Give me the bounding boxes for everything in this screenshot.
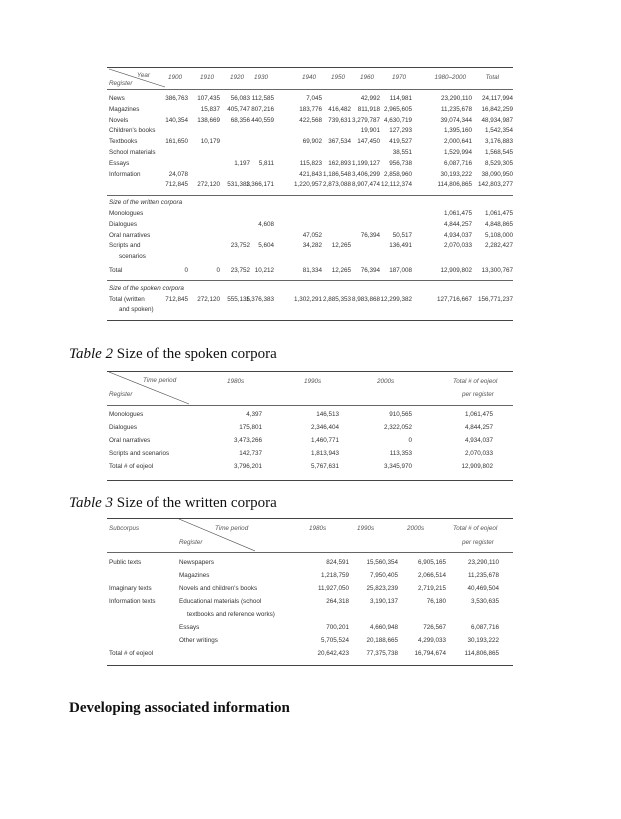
table-cell: 910,565	[389, 411, 412, 418]
table-cell: 405,747	[227, 105, 250, 113]
table-cell: 3,796,201	[233, 463, 262, 470]
table-cell: 2,858,960	[383, 170, 412, 178]
row-label: Magazines	[109, 105, 140, 113]
table-rule-header	[107, 552, 513, 553]
column-header: 1990s	[357, 525, 375, 532]
table-cell: 712,845	[165, 181, 188, 189]
table-cell: 114,806,865	[464, 650, 499, 657]
table-cell: 3,406,299	[351, 170, 380, 178]
table-cell: 23,752	[230, 267, 250, 274]
table-cell: 24,117,994	[481, 95, 513, 102]
table-cell: 127,716,667	[436, 295, 472, 303]
table-cell: 8,529,305	[484, 159, 513, 167]
year-header: 1940	[301, 74, 316, 81]
table-cell: 1,529,994	[443, 149, 472, 156]
table-cell: 2,965,605	[383, 105, 412, 113]
table-cell: 824,591	[326, 559, 349, 566]
table-cell: 1,061,475	[443, 210, 472, 217]
table-cell: 531,383	[227, 181, 250, 189]
table-cell: 1,542,354	[484, 127, 513, 135]
table-cell: 161,650	[165, 138, 188, 146]
table-cell: 114,806,865	[437, 181, 472, 189]
table-cell: 23,752	[230, 242, 250, 250]
table-cell: 12,112,374	[380, 181, 412, 189]
table-cell: 48,934,987	[481, 116, 513, 124]
table-cell: 175,801	[239, 424, 262, 431]
table-cell: 162,893	[328, 159, 351, 167]
row-register: textbooks and reference works)	[187, 611, 275, 618]
table-cell: 1,376,383	[245, 295, 274, 303]
table-cell: 10,179	[200, 138, 220, 146]
table-rule-header	[107, 405, 513, 406]
table-cell: 12,909,802	[440, 267, 472, 274]
row-register: Newspapers	[179, 559, 214, 566]
row-label: Dialogues	[109, 424, 138, 431]
table-cell: 3,530,635	[470, 598, 499, 605]
year-header: Total	[485, 74, 499, 81]
header-register: Register	[179, 539, 203, 546]
column-header: 2000s	[377, 378, 395, 385]
table-cell: 68,356	[230, 116, 250, 124]
row-register: Magazines	[179, 572, 210, 579]
year-header: 1950	[330, 74, 345, 81]
table-rule	[107, 195, 513, 196]
row-label: News	[109, 95, 125, 102]
table-cell: 2,070,033	[443, 242, 472, 250]
header-diagonal	[177, 518, 337, 552]
column-header: 1980s	[227, 378, 245, 385]
table-cell: 47,052	[302, 231, 322, 239]
table-cell: 421,843	[299, 170, 322, 178]
table-cell: 1,813,943	[310, 450, 339, 457]
table-cell: 416,482	[328, 105, 351, 113]
table-cell: 2,322,052	[383, 424, 412, 431]
table-cell: 187,008	[389, 267, 412, 274]
table-cell: 272,120	[197, 181, 220, 189]
table-cell: 712,845	[165, 295, 188, 303]
column-header: per register	[462, 539, 494, 546]
header-year: Year	[137, 72, 150, 79]
table-cell: 146,513	[316, 411, 339, 418]
table-cell: 12,299,382	[380, 295, 412, 303]
caption-label: Table 2	[69, 346, 114, 362]
table-cell: 386,763	[165, 95, 188, 102]
year-header: 1960	[359, 74, 374, 81]
caption-label: Table 3	[69, 495, 114, 511]
table-cell: 12,265	[331, 267, 351, 274]
table-cell: 50,517	[392, 231, 412, 239]
table-cell: 30,193,222	[440, 170, 472, 178]
table-cell: 1,568,545	[484, 149, 513, 156]
table-cell: 6,087,716	[470, 624, 499, 631]
header-period: Time period	[215, 525, 249, 532]
table-cell: 2,885,353	[322, 295, 351, 303]
table-cell: 4,397	[246, 411, 262, 418]
table-cell: 3,279,787	[351, 116, 380, 124]
table-cell: 272,120	[197, 295, 220, 303]
table-cell: 183,776	[299, 105, 322, 113]
table-cell: 5,108,000	[484, 231, 513, 239]
row-label: Textbooks	[109, 138, 138, 146]
year-header: 1980–2000	[434, 74, 466, 81]
column-header: Total # of eojeol	[453, 378, 498, 385]
table-rule-top	[107, 67, 513, 68]
table-cell: 422,568	[299, 116, 322, 124]
table-cell: 16,842,259	[481, 105, 513, 113]
table-cell: 76,180	[426, 598, 446, 605]
table-cell: 264,318	[326, 598, 349, 605]
row-label: Scripts and	[109, 242, 141, 250]
column-header: 1990s	[304, 378, 322, 385]
table-cell: 39,074,344	[440, 116, 472, 124]
table-cell: 5,811	[258, 159, 274, 167]
table-cell: 4,299,033	[417, 637, 446, 644]
column-header: 2000s	[407, 525, 425, 532]
table-cell: 419,527	[389, 138, 412, 146]
header-period: Time period	[143, 377, 177, 384]
table-cell: 156,771,237	[477, 295, 513, 303]
table-cell: 127,293	[389, 127, 412, 135]
year-header: 1900	[167, 74, 182, 81]
table-cell: 77,375,738	[366, 650, 398, 657]
row-label: Information	[109, 170, 141, 178]
row-label: Oral narratives	[109, 231, 151, 239]
row-subcorpus: Imaginary texts	[109, 585, 152, 592]
table-cell: 3,473,266	[233, 437, 262, 444]
table-cell: 555,135	[227, 295, 250, 303]
table-cell: 8,983,868	[351, 295, 380, 303]
row-register: Other writings	[179, 637, 218, 644]
table-cell: 42,992	[360, 95, 380, 102]
row-label: Total # of eojeol	[109, 463, 154, 470]
table-cell: 5,767,631	[310, 463, 339, 470]
table-cell: 2,719,215	[417, 585, 446, 592]
column-header: Total # of eojeol	[453, 525, 498, 532]
table-cell: 440,559	[251, 116, 274, 124]
table-cell: 2,066,514	[417, 572, 446, 579]
table-cell: 1,061,475	[464, 411, 493, 418]
table-cell: 726,567	[423, 624, 446, 631]
table-cell: 20,642,423	[317, 650, 349, 657]
table-cell: 15,560,354	[366, 559, 398, 566]
year-header: 1910	[199, 74, 214, 81]
table-cell: 1,302,291	[293, 295, 322, 303]
table-cell: 2,346,404	[310, 424, 339, 431]
table-cell: 7,045	[306, 95, 322, 102]
row-subcorpus: Information texts	[109, 598, 156, 605]
header-subcorpus: Subcorpus	[109, 525, 140, 532]
table-cell: 69,902	[302, 138, 322, 146]
table-cell: 1,186,548	[322, 170, 351, 178]
table-cell: 20,188,665	[366, 637, 398, 644]
row-label: Oral narratives	[109, 437, 151, 444]
table-cell: 30,193,222	[467, 637, 499, 644]
section-title: Size of the spoken corpora	[109, 284, 184, 292]
table-cell: 2,873,088	[322, 181, 351, 189]
table-cell: 76,394	[360, 267, 380, 274]
table-cell: 0	[408, 437, 412, 444]
table-cell: 1,199,127	[351, 159, 380, 167]
table-cell: 3,190,137	[369, 598, 398, 605]
row-label: School materials	[109, 149, 156, 156]
table-cell: 1,197	[234, 159, 250, 167]
table-cell: 12,265	[331, 242, 351, 250]
table-cell: 4,608	[258, 220, 274, 228]
table-cell: 3,176,883	[484, 138, 513, 146]
table-cell: 23,290,110	[440, 95, 472, 102]
table-cell: 700,201	[326, 624, 349, 631]
table-cell: 11,927,050	[317, 585, 349, 592]
table-cell: 8,907,474	[351, 181, 380, 189]
table-cell: 3,345,970	[383, 463, 412, 470]
table-cell: 107,435	[197, 95, 220, 102]
table-cell: 807,216	[251, 105, 274, 113]
row-label: scenarios	[119, 253, 146, 261]
table-rule-header	[107, 89, 513, 90]
table-cell: 11,235,678	[440, 105, 472, 113]
table-cell: 367,534	[328, 138, 351, 146]
table-cell: 113,353	[389, 450, 412, 457]
year-header: 1920	[229, 74, 244, 81]
table-cell: 1,366,171	[245, 181, 274, 189]
table-cell: 16,794,674	[414, 650, 446, 657]
table-cell: 4,844,257	[464, 424, 493, 431]
table-cell: 5,705,524	[320, 637, 349, 644]
section-heading: Developing associated information	[69, 700, 290, 716]
table-cell: 12,909,802	[461, 463, 493, 470]
table-3	[107, 518, 513, 668]
table-rule	[107, 280, 513, 281]
table-rule-bottom	[107, 320, 513, 321]
row-label: Monologues	[109, 210, 144, 217]
table-cell: 811,918	[357, 105, 380, 113]
table-cell: 2,282,427	[484, 242, 513, 250]
row-label: Dialogues	[109, 220, 138, 228]
table-cell: 2,000,641	[443, 138, 472, 146]
row-label: Scripts and scenarios	[109, 450, 170, 457]
table-cell: 38,090,950	[481, 170, 513, 178]
caption-table-2	[69, 346, 277, 363]
table-rule-bottom	[107, 480, 513, 481]
table-cell: 112,585	[251, 95, 274, 102]
caption-table-3	[69, 495, 277, 512]
row-label: Total (written	[109, 295, 145, 303]
row-label: and spoken)	[119, 306, 154, 314]
table-cell: 81,334	[302, 267, 322, 274]
table-cell: 1,218,759	[320, 572, 349, 579]
table-cell: 4,660,948	[369, 624, 398, 631]
table-cell: 4,844,257	[443, 220, 472, 228]
column-header: 1980s	[309, 525, 327, 532]
header-register: Register	[109, 391, 133, 398]
table-cell: 24,078	[168, 170, 188, 178]
table-cell: 76,394	[360, 231, 380, 239]
row-label: Monologues	[109, 411, 144, 418]
caption-text: Size of the written corpora	[113, 495, 277, 511]
row-label: Children's books	[109, 127, 156, 135]
table-cell: 0	[184, 267, 188, 274]
table-cell: 1,395,160	[443, 127, 472, 135]
table-cell: 1,460,771	[310, 437, 339, 444]
table-cell: 15,837	[200, 105, 220, 113]
table-cell: 956,738	[389, 159, 412, 167]
table-cell: 13,300,767	[481, 267, 513, 274]
table-cell: 1,061,475	[484, 210, 513, 217]
table-cell: 4,848,865	[484, 220, 513, 228]
table-cell: 142,803,277	[477, 181, 513, 189]
table-cell: 140,354	[165, 116, 188, 124]
row-register: Essays	[179, 624, 200, 631]
table-cell: 25,823,239	[366, 585, 398, 592]
table-cell: 40,469,504	[467, 585, 499, 592]
caption-text: Size of the spoken corpora	[113, 346, 277, 362]
year-header: 1970	[391, 74, 406, 81]
table-cell: 2,070,033	[464, 450, 493, 457]
table-cell: 1,220,957	[293, 181, 322, 189]
table-2	[107, 371, 513, 483]
table-cell: 142,737	[239, 450, 262, 457]
table-cell: 114,981	[389, 95, 412, 102]
table-cell: 136,491	[389, 242, 412, 250]
row-label: Essays	[109, 159, 130, 167]
table-cell: 0	[216, 267, 220, 274]
table-cell: 38,551	[392, 149, 412, 156]
column-header: per register	[462, 391, 494, 398]
table-cell: 6,087,716	[443, 159, 472, 167]
table-cell: 10,212	[254, 267, 274, 274]
table-cell: 11,235,678	[467, 572, 499, 579]
row-register: Novels and children's books	[179, 585, 258, 592]
table-cell: 23,290,110	[467, 559, 499, 566]
table-rule-bottom	[107, 665, 513, 666]
table-cell: 34,282	[302, 242, 322, 250]
table-cell: 7,950,405	[369, 572, 398, 579]
table-cell: 147,450	[357, 138, 380, 146]
table-cell: 4,934,037	[443, 231, 472, 239]
header-register: Register	[109, 80, 133, 87]
year-header: 1930	[253, 74, 268, 81]
table-cell: 4,630,719	[383, 116, 412, 124]
table-cell: 4,934,037	[464, 437, 493, 444]
row-subcorpus: Public texts	[109, 559, 142, 566]
table-1	[107, 67, 513, 332]
table-cell: 19,901	[360, 127, 380, 135]
table-cell: 115,823	[299, 159, 322, 167]
row-subcorpus: Total # of eojeol	[109, 650, 154, 657]
table-cell: 739,631	[328, 116, 351, 124]
row-label: Total	[109, 267, 123, 274]
table-cell: 138,669	[197, 116, 220, 124]
row-label: Novels	[109, 116, 129, 124]
table-cell: 56,083	[230, 95, 250, 102]
table-cell: 5,604	[258, 242, 274, 250]
section-title: Size of the written corpora	[109, 199, 183, 207]
row-register: Educational materials (school	[179, 598, 262, 605]
table-cell: 6,905,165	[417, 559, 446, 566]
